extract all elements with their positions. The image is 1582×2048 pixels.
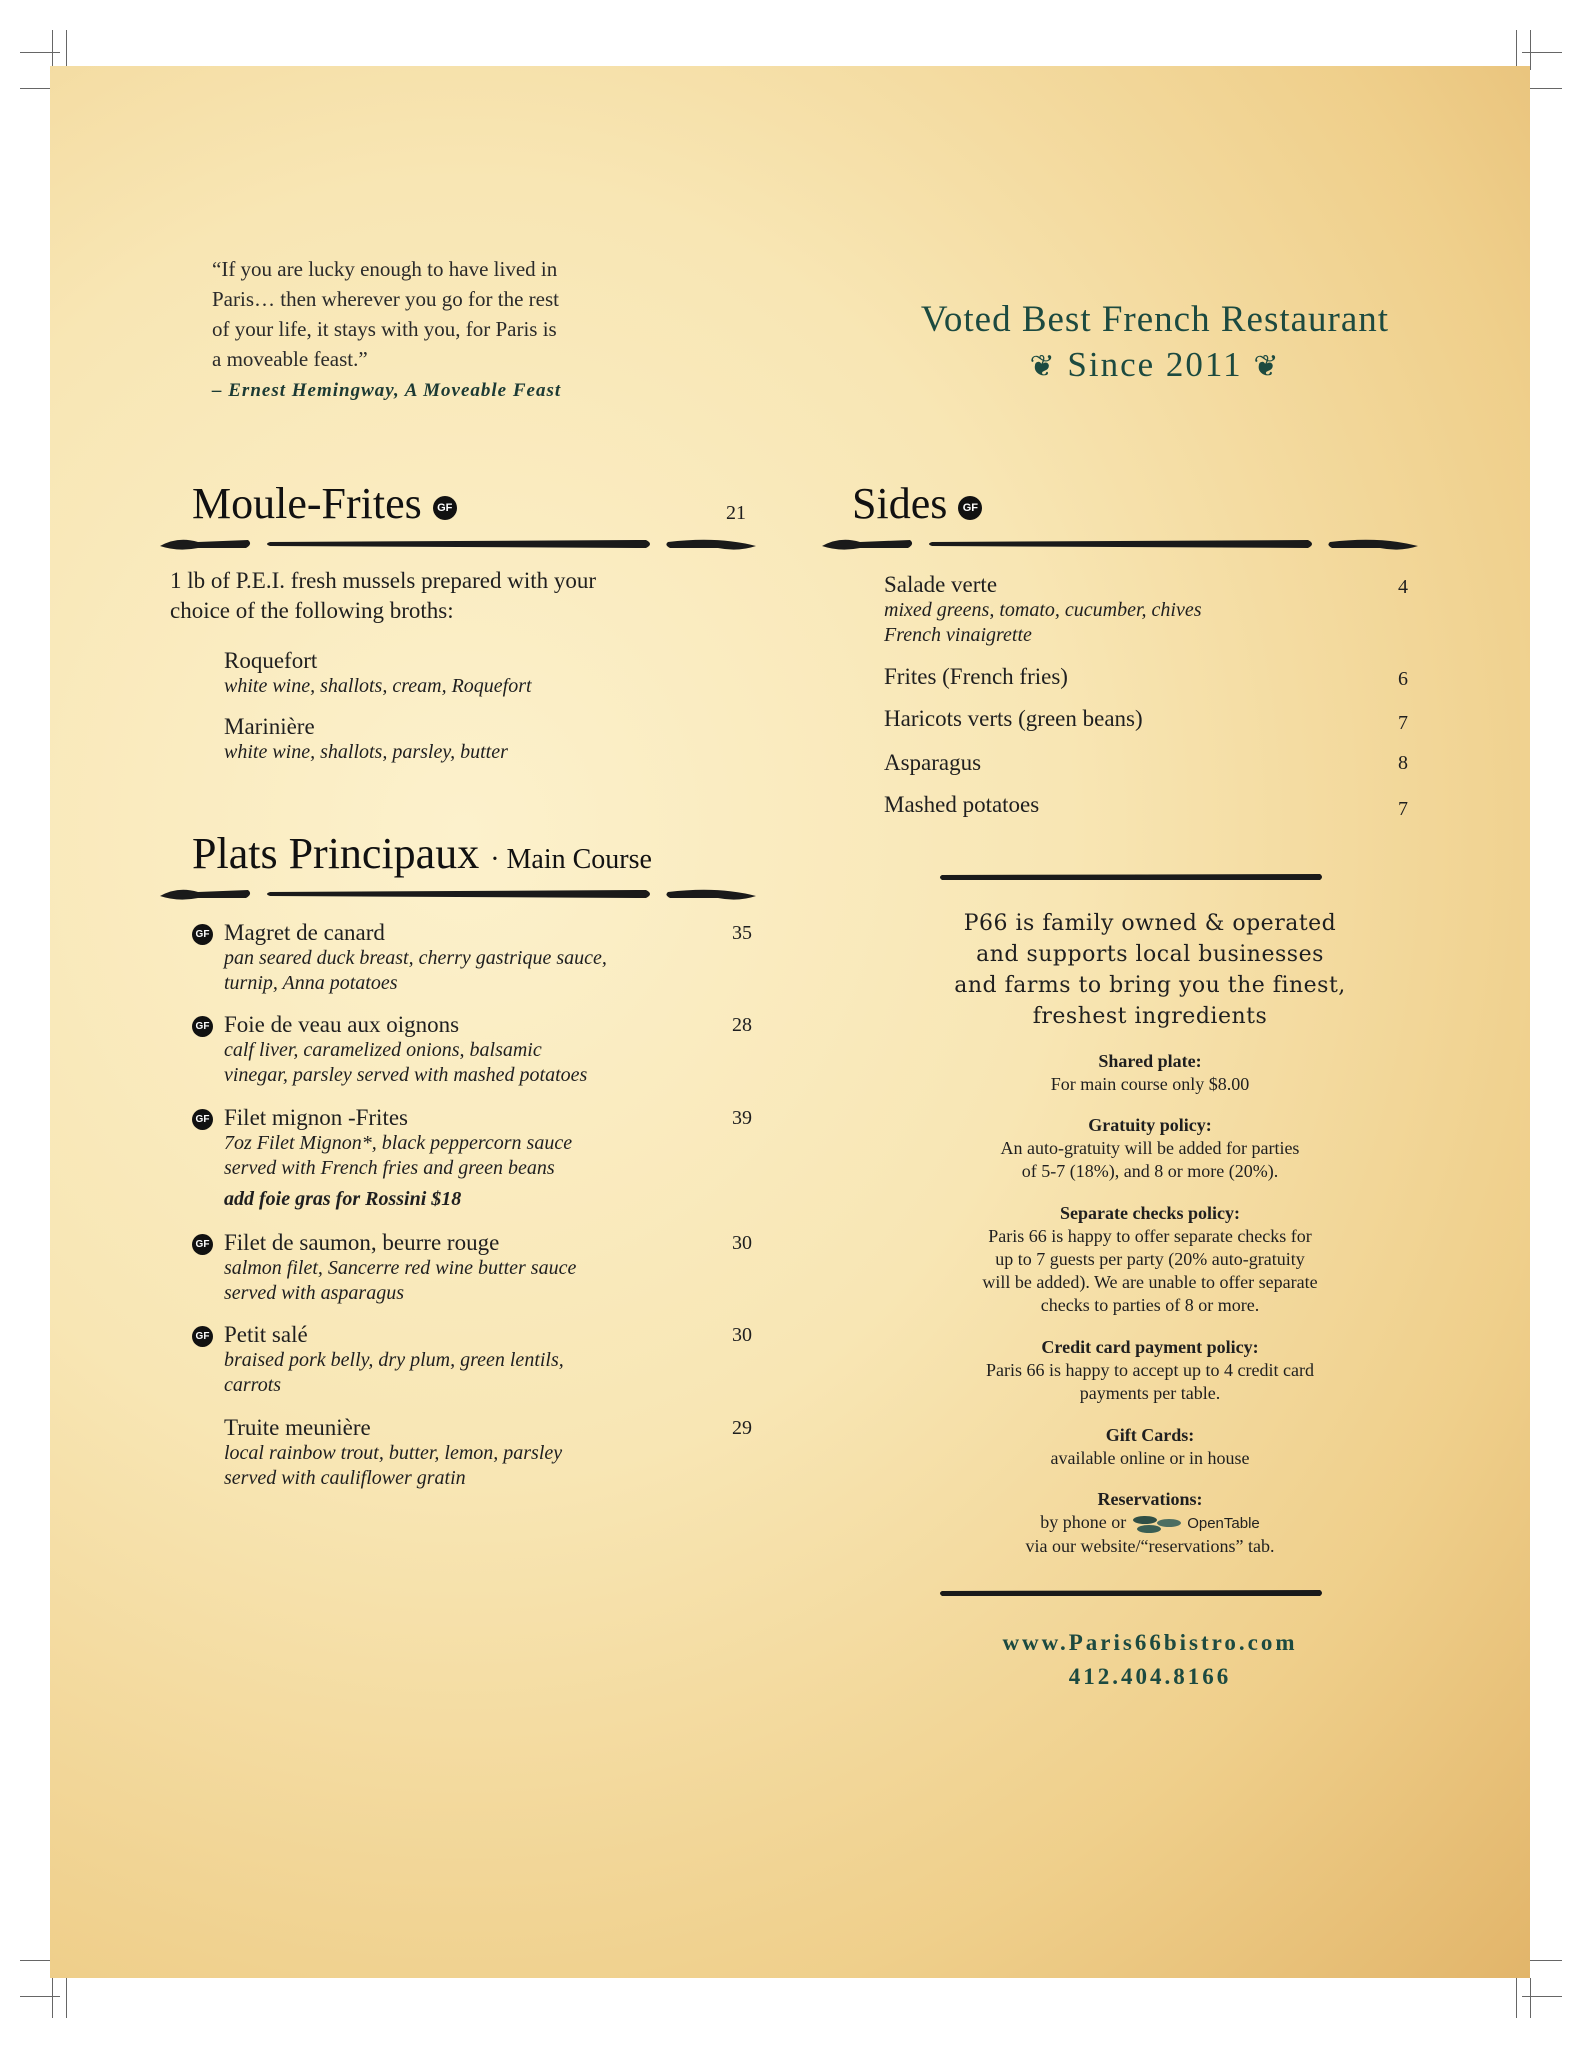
section-title-text: Moule-Frites [192,479,422,528]
item-name: Haricots verts (green beans) [884,706,1143,731]
section-title-text: Plats Principaux [192,829,480,878]
gluten-free-icon: GF [192,1326,213,1347]
item-desc: served with asparagus [224,1282,404,1304]
item-addon: add foie gras for Rossini $18 [224,1188,462,1210]
item-desc: served with French fries and green beans [224,1157,555,1179]
policy-heading: Separate checks policy: [1060,1203,1240,1223]
item-desc: vinegar, parsley served with mashed potatoes [224,1064,588,1086]
quote-line: of your life, it stays with you, for Paris is [212,317,557,341]
policy-separate-checks [900,1202,1400,1317]
phone-number[interactable]: 412.404.8166 [1068,1664,1232,1689]
policy-text: An auto-gratuity will be added for parties [1000,1138,1300,1158]
flourish-left-icon: ❦ [1029,350,1057,383]
policy-heading: Credit card payment policy: [1041,1337,1259,1357]
tagline-line2: Since 2011 [1067,345,1243,384]
contact-block [900,1626,1400,1694]
menu-item [192,1415,752,1491]
gluten-free-icon: GF [192,924,213,945]
intro-line: choice of the following broths: [170,598,454,623]
tagline-line1: Voted Best French Restaurant [920,299,1390,340]
policy-heading: Gift Cards: [1105,1425,1195,1445]
policy-shared-plate [900,1050,1400,1096]
policy-credit-card [900,1336,1400,1405]
section-subtitle: · Main Course [490,844,652,875]
statement-line: freshest ingredients [1032,1004,1268,1029]
broth-desc: white wine, shallots, parsley, butter [224,741,508,763]
item-desc: pan seared duck breast, cherry gastrique sauce, [224,947,607,969]
broth-name: Roquefort [224,648,318,673]
item-price: 39 [732,1107,752,1129]
item-desc: braised pork belly, dry plum, green lentils, [224,1349,564,1371]
main-course-title [192,828,652,879]
side-item [884,664,1408,690]
quote-attribution: – Ernest Hemingway, A Moveable Feast [212,380,562,401]
item-price: 8 [1398,752,1408,774]
reservations-text: via our website/“reservations” tab. [1025,1536,1275,1556]
policy-text: up to 7 guests per party (20% auto-gratuity [995,1249,1305,1269]
divider-line [938,870,1324,884]
intro-line: 1 lb of P.E.I. fresh mussels prepared with your [170,568,597,593]
item-desc: salmon filet, Sancerre red wine butter sauce [224,1257,577,1279]
reservations-text: by phone or [1040,1512,1127,1532]
broth-name: Marinière [224,714,315,739]
opentable-link[interactable]: OpenTable [1187,1515,1260,1532]
gluten-free-icon: GF [192,1016,213,1037]
policy-text: will be added). We are unable to offer separate [982,1272,1318,1292]
broth-item [224,714,508,765]
item-price: 35 [732,922,752,944]
item-price: 4 [1398,576,1408,598]
policy-text: checks to parties of 8 or more. [1040,1295,1260,1315]
quote-line: a moveable feast.” [212,347,368,371]
policy-heading: Shared plate: [1098,1051,1202,1071]
menu-item [192,1105,752,1212]
policy-gift-cards [900,1424,1400,1470]
side-item [884,792,1408,818]
divider-ornament [820,534,1420,556]
moule-frites-intro [170,566,690,626]
policy-text: For main course only $8.00 [1050,1074,1250,1094]
item-name: Asparagus [884,750,982,775]
gluten-free-icon: GF [192,1109,213,1130]
side-item [884,750,1408,776]
item-price: 28 [732,1014,752,1036]
item-price: 7 [1398,798,1408,820]
gluten-free-icon: GF [192,1234,213,1255]
item-name: Magret de canard [224,920,385,945]
item-desc: local rainbow trout, butter, lemon, parsley [224,1442,563,1464]
policy-text: Paris 66 is happy to offer separate checks for [988,1226,1312,1246]
menu-item [192,920,752,996]
policy-gratuity [900,1114,1400,1183]
moule-frites-title [192,478,457,529]
item-name: Mashed potatoes [884,792,1040,817]
item-price: 30 [732,1324,752,1346]
item-desc: turnip, Anna potatoes [224,972,398,994]
sides-title [852,478,982,529]
policy-reservations [900,1488,1400,1558]
voted-best-tagline [860,298,1450,385]
broth-item [224,648,532,699]
item-price: 29 [732,1417,752,1439]
menu-item [192,1230,752,1306]
flourish-right-icon: ❦ [1253,350,1281,383]
moule-frites-price: 21 [726,502,746,524]
item-price: 30 [732,1232,752,1254]
item-desc: served with cauliflower gratin [224,1467,466,1489]
gluten-free-icon: GF [958,496,982,520]
statement-line: P66 is family owned & operated [963,911,1337,936]
website-link[interactable]: www.Paris66bistro.com [1002,1630,1298,1655]
broth-desc: white wine, shallots, cream, Roquefort [224,675,532,697]
policy-heading: Gratuity policy: [1088,1115,1212,1135]
item-desc: mixed greens, tomato, cucumber, chives [884,599,1202,621]
item-name: Frites (French fries) [884,664,1068,689]
item-name: Filet mignon -Frites [224,1105,408,1130]
quote-line: Paris… then wherever you go for the rest [212,287,559,311]
section-title-text: Sides [852,479,948,528]
menu-item [192,1012,752,1088]
statement-line: and supports local businesses [976,942,1324,967]
policy-text: of 5-7 (18%), and 8 or more (20%). [1021,1161,1279,1181]
hemingway-quote [212,254,632,374]
item-price: 7 [1398,712,1408,734]
menu-item [192,1322,752,1398]
side-item [884,572,1408,648]
item-price: 6 [1398,668,1408,690]
item-desc: French vinaigrette [884,624,1032,646]
divider-line [938,1586,1324,1600]
item-name: Petit salé [224,1322,308,1347]
family-owned-statement [900,908,1400,1032]
item-name: Truite meunière [224,1415,371,1440]
policy-text: Paris 66 is happy to accept up to 4 credit card [986,1360,1314,1380]
policy-text: payments per table. [1079,1383,1221,1403]
item-desc: 7oz Filet Mignon*, black peppercorn sauce [224,1132,573,1154]
statement-line: and farms to bring you the finest, [954,973,1346,998]
item-desc: carrots [224,1374,282,1396]
item-desc: calf liver, caramelized onions, balsamic [224,1039,542,1061]
policy-heading: Reservations: [1097,1489,1203,1509]
side-item [884,706,1408,732]
item-name: Salade verte [884,572,998,597]
item-name: Filet de saumon, beurre rouge [224,1230,500,1255]
item-name: Foie de veau aux oignons [224,1012,460,1037]
divider-ornament [158,884,758,906]
gluten-free-icon: GF [433,496,457,520]
policy-text: available online or in house [1050,1448,1250,1468]
divider-ornament [158,534,758,556]
opentable-logo-icon [1131,1514,1183,1534]
quote-line: “If you are lucky enough to have lived in [212,257,558,281]
